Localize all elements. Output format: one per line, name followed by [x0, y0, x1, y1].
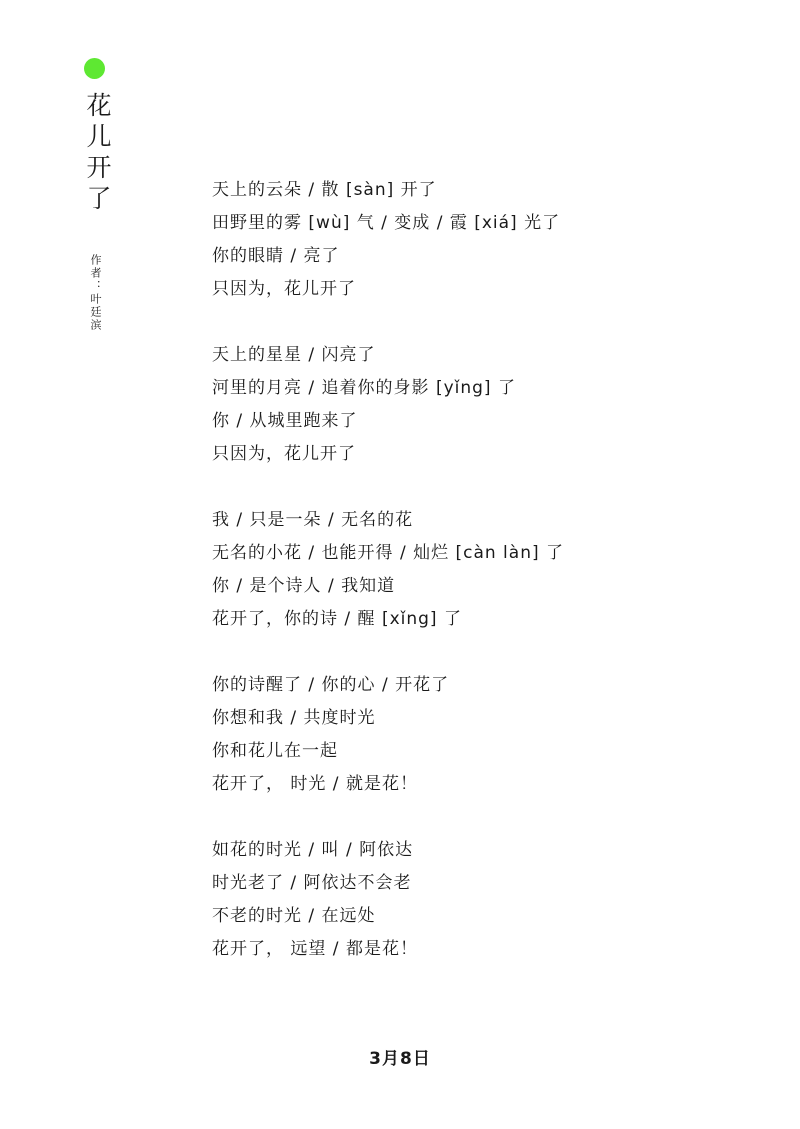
poem-date: 3月8日	[369, 1049, 431, 1069]
poem-line: 河里的月亮 / 追着你的身影 [yǐng] 了	[212, 378, 516, 398]
poem-line: 花开了， 时光 / 就是花！	[212, 774, 418, 794]
stanza-4	[212, 669, 632, 801]
poem-line: 你 / 从城里跑来了	[212, 411, 358, 431]
poem-line: 我 / 只是一朵 / 无名的花	[212, 510, 414, 530]
poem-author: 作者：叶廷滨	[89, 254, 102, 332]
poem-line: 花开了， 远望 / 都是花！	[212, 939, 418, 959]
poem-line: 天上的星星 / 闪亮了	[212, 345, 376, 365]
poem-line: 只因为，花儿开了	[212, 279, 356, 299]
green-dot-icon	[84, 58, 105, 79]
stanza-1	[212, 174, 632, 306]
poem-line: 你和花儿在一起	[212, 741, 338, 761]
poem-line: 无名的小花 / 也能开得 / 灿烂 [càn làn] 了	[212, 543, 564, 563]
stanza-5	[212, 834, 632, 966]
poem-line: 田野里的雾 [wù] 气 / 变成 / 霞 [xiá] 光了	[212, 213, 561, 233]
stanza-3	[212, 504, 632, 636]
stanza-2	[212, 339, 632, 471]
poem-line: 你 / 是个诗人 / 我知道	[212, 576, 396, 596]
poem-line: 天上的云朵 / 散 [sàn] 开了	[212, 180, 437, 200]
poem-body	[212, 174, 632, 999]
poem-line: 时光老了 / 阿依达不会老	[212, 873, 412, 893]
poem-line: 花开了，你的诗 / 醒 [xǐng] 了	[212, 609, 462, 629]
poem-line: 你的诗醒了 / 你的心 / 开花了	[212, 675, 450, 695]
poem-line: 你想和我 / 共度时光	[212, 708, 376, 728]
poem-title: 花儿开了	[83, 92, 112, 216]
poem-line: 如花的时光 / 叫 / 阿依达	[212, 840, 414, 860]
poem-line: 只因为，花儿开了	[212, 444, 356, 464]
poem-line: 不老的时光 / 在远处	[212, 906, 376, 926]
poem-line: 你的眼睛 / 亮了	[212, 246, 340, 266]
